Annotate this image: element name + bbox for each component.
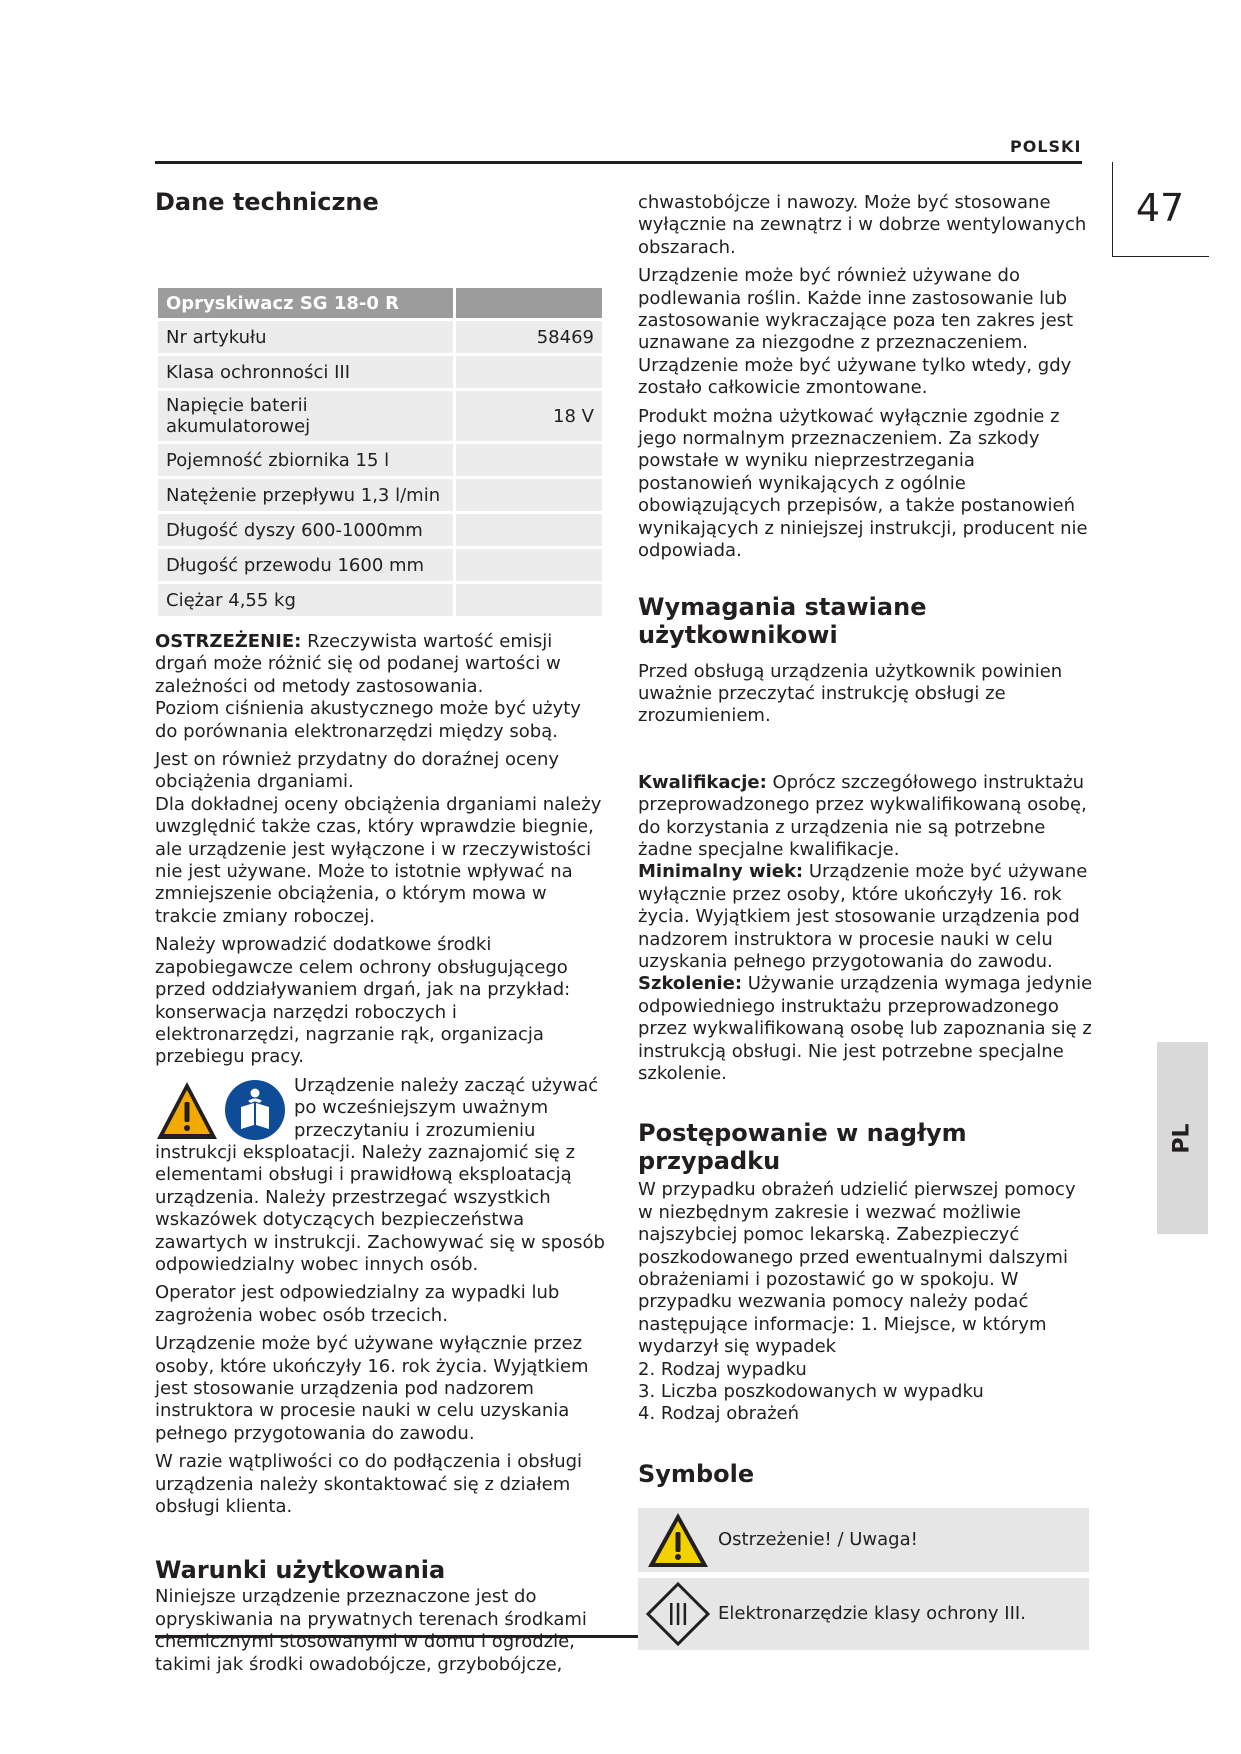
read-manual-icon: [225, 1080, 285, 1140]
spec-table-header: Opryskiwacz SG 18-0 R: [157, 287, 455, 320]
list-item: 4. Rodzaj obrażeń: [638, 1403, 800, 1425]
qualifications-label: Kwalifikacje:: [638, 771, 767, 793]
table-row: [157, 513, 604, 548]
page-number: 47: [1135, 186, 1185, 230]
paragraph: chwastobójcze i nawozy. Może być stosowane wyłącznie na zewnątrz i w dobrze wentylowanych obszarach.: [638, 192, 1087, 258]
spec-label: Nr artykułu: [157, 320, 455, 355]
header-language: POLSKI: [1010, 137, 1082, 156]
minimum-age-paragraph: [638, 861, 1093, 973]
warning-paragraph: [155, 631, 605, 698]
warning-triangle-icon: [157, 1082, 217, 1139]
spec-value: [455, 583, 604, 618]
qualifications-paragraph: [638, 772, 1093, 862]
read-manual-block: [155, 1075, 605, 1277]
list-item: 3. Liczba poszkodowanych w wypadku: [638, 1381, 984, 1403]
spec-table: [155, 285, 605, 619]
section-title-symbols: Symbole: [638, 1459, 755, 1488]
symbol-row: [638, 1508, 1089, 1572]
spec-label: Długość przewodu 1600 mm: [157, 548, 455, 583]
paragraph: instrukcji eksploatacji. Należy zaznajomić się z elementami obsługi i prawidłową eksploatacją urządzenia. Należy przestrzegać wszystkich wskazówek dotyczących bezpieczeństwa zawartych w instrukcji. Zachowywać się w sposób odpowiedzialny wobec innych osób.: [155, 1141, 605, 1275]
paragraph: Urządzenie może być używane wyłącznie przez osoby, które ukończyły 16. rok życia. Wyjątkiem jest stosowanie urządzenia pod nadzorem instruktora w procesie nauki w celu uzyskania pełnego przygotowania do zawodu.: [155, 1333, 589, 1444]
symbol-label: Elektronarzędzie klasy ochrony III.: [718, 1603, 1026, 1625]
spec-label: Ciężar 4,55 kg: [157, 583, 455, 618]
symbol-icon-cell: [638, 1511, 718, 1569]
minimum-age-text: Urządzenie może być używane wyłącznie przez osoby, które ukończyły 16. rok życia. Wyjątkiem jest stosowanie urządzenia pod nadzorem instruktora w procesie nauki w celu uzyskania pełnego przygotowania do zawodu.: [638, 861, 1088, 972]
training-paragraph: [638, 973, 1093, 1085]
right-column: [638, 192, 1093, 1650]
paragraph: Dla dokładnej oceny obciążenia drganiami należy uwzględnić także czas, który wprawdzie biegnie, ale urządzenie jest wyłączone i w rzeczywistości nie jest używane. Może to istotnie wpływać na zmniejszenie obciążenia, o którym mowa w trakcie zmiany roboczej.: [155, 793, 602, 927]
paragraph: Operator jest odpowiedzialny za wypadki lub zagrożenia wobec osób trzecich.: [155, 1282, 560, 1326]
spec-label: Natężenie przepływu 1,3 l/min: [157, 478, 455, 513]
table-row: [157, 320, 604, 355]
warning-triangle-icon: [646, 1511, 710, 1569]
paragraph: W przypadku obrażeń udzielić pierwszej pomocy w niezbędnym zakresie i wezwać możliwie najszybciej pomoc lekarską. Zabezpieczyć poszkodowanego przed ewentualnymi dalszymi obrażeniami i pozostawić go w spokoju. W przypadku wezwania pomocy należy podać następujące informacje: 1. Miejsce, w którym wydarzył się wypadek: [638, 1179, 1076, 1358]
spec-value: [455, 513, 604, 548]
warning-label: OSTRZEŻENIE:: [155, 631, 302, 652]
paragraph: W razie wątpliwości co do podłączenia i obsługi urządzenia należy skontaktować się z działem obsługi klienta.: [155, 1451, 583, 1518]
spec-value: [455, 548, 604, 583]
table-row: [157, 443, 604, 478]
read-manual-lead: Urządzenie należy zacząć używać po wcześniejszym uważnym przeczytaniu i zrozumieniu: [294, 1074, 599, 1141]
section-title-technical-data: Dane techniczne: [155, 188, 379, 216]
section-title-emergency: Postępowanie w nagłym przypadku: [638, 1119, 967, 1176]
language-side-tab-label-wrap: [1157, 1042, 1208, 1234]
table-row: [157, 355, 604, 390]
paragraph: Urządzenie może być również używane do podlewania roślin. Każde inne zastosowanie lub zastosowanie wykraczające poza ten zakres jest uznawane za niezgodne z przeznaczeniem. Urządzenie może być używane tylko wtedy, gdy zostało całkowicie zmontowane.: [638, 265, 1074, 399]
qualifications-text: Oprócz szczegółowego instruktażu przeprowadzonego przez wykwalifikowaną osobę, do korzystania z urządzenia nie są potrzebne żadne specjalne kwalifikacje.: [638, 771, 1087, 860]
symbol-row: [638, 1578, 1089, 1650]
spec-value: [455, 355, 604, 390]
warning-text: Rzeczywista wartość emisji drgań może różnić się od podanej wartości w zależności od metody zastosowania.: [155, 631, 561, 697]
paragraph: Należy wprowadzić dodatkowe środki zapobiegawcze celem ochrony obsługującego przed oddziaływaniem drgań, jak na przykład: konserwacja narzędzi roboczych i elektronarzędzi, nagrzanie rąk, organizacja przebiegu pracy.: [155, 934, 571, 1068]
minimum-age-label: Minimalny wiek:: [638, 861, 804, 883]
top-rule: [155, 161, 1082, 164]
spec-table-header-row: [157, 287, 604, 320]
paragraph: Przed obsługą urządzenia użytkownik powinien uważnie przeczytać instrukcję obsługi ze zrozumieniem.: [638, 660, 1063, 727]
table-row: [157, 390, 604, 443]
training-text: Używanie urządzenia wymaga jedynie odpowiedniego instruktażu przeprowadzonego przez wykwalifikowaną osobę lub zapoznania się z instrukcją obsługi. Nie jest potrzebne specjalne szkolenie.: [638, 973, 1093, 1084]
symbol-label: Ostrzeżenie! / Uwaga!: [718, 1529, 918, 1551]
protection-class-iii-icon: [645, 1581, 711, 1647]
left-column: [155, 188, 605, 1676]
table-row: [157, 583, 604, 618]
spec-label: Klasa ochronności III: [157, 355, 455, 390]
section-title-conditions: Warunki użytkowania: [155, 1556, 446, 1585]
list-item: 2. Rodzaj wypadku: [638, 1358, 807, 1380]
paragraph: Produkt można użytkować wyłącznie zgodnie z jego normalnym przeznaczeniem. Za szkody powstałe w wyniku nieprzestrzegania postanowień wynikających z ogólnie obowiązujących przepisów, a także postanowień wynikających z niniejszej instrukcji, producent nie odpowiada.: [638, 405, 1088, 562]
spec-value: 58469: [455, 320, 604, 355]
paragraph: Niniejsze urządzenie przeznaczone jest do opryskiwania na prywatnych terenach środkami chemicznymi stosowanymi w domu i ogrodzie, takimi jak środki owadobójcze, grzybobójcze,: [155, 1586, 587, 1675]
spec-label: Napięcie baterii akumulatorowej: [157, 390, 455, 443]
language-side-tab-label: PL: [1170, 1122, 1195, 1154]
table-row: [157, 548, 604, 583]
warning-and-manual-icons: [155, 1079, 293, 1143]
spec-label: Długość dyszy 600-1000mm: [157, 513, 455, 548]
spec-value: [455, 478, 604, 513]
training-label: Szkolenie:: [638, 973, 743, 995]
paragraph: Jest on również przydatny do doraźnej oceny obciążenia drganiami.: [155, 749, 560, 793]
spec-label: Pojemność zbiornika 15 l: [157, 443, 455, 478]
spec-value: [455, 443, 604, 478]
symbol-icon-cell: [638, 1581, 718, 1647]
paragraph: Poziom ciśnienia akustycznego może być użyty do porównania elektronarzędzi między sobą.: [155, 698, 581, 742]
spec-value: 18 V: [455, 390, 604, 443]
table-row: [157, 478, 604, 513]
section-title-user-requirements: Wymagania stawiane użytkownikowi: [638, 592, 927, 649]
spec-table-header-empty: [455, 287, 604, 320]
